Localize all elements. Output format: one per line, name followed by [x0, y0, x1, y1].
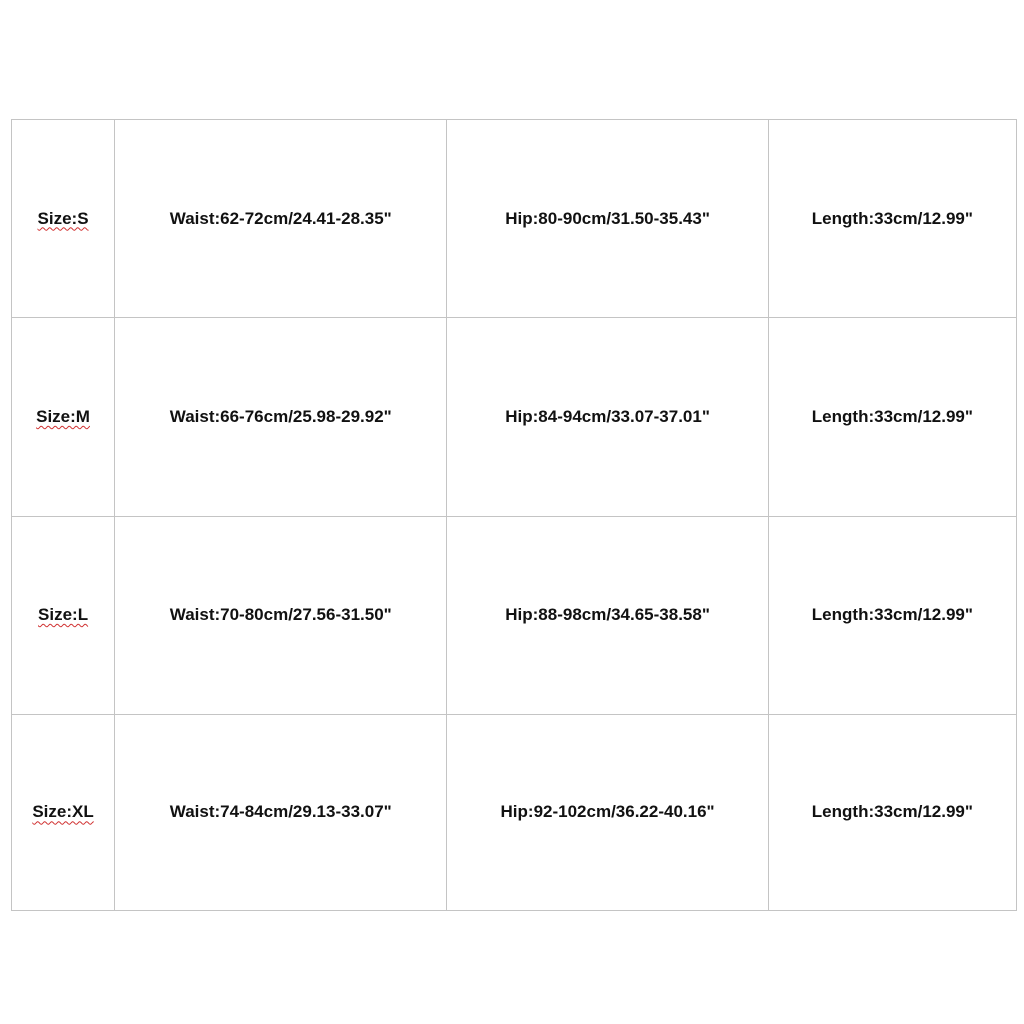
- length-cell: Length:33cm/12.99": [768, 318, 1016, 516]
- length-cell: Length:33cm/12.99": [768, 516, 1016, 714]
- table-row: [12, 714, 1017, 910]
- size-cell: [12, 516, 115, 714]
- size-label: Size:S: [37, 208, 89, 228]
- length-cell: Length:33cm/12.99": [768, 120, 1016, 318]
- waist-cell: Waist:62-72cm/24.41-28.35": [115, 120, 447, 318]
- hip-cell: Hip:88-98cm/34.65-38.58": [447, 516, 768, 714]
- waist-cell: Waist:70-80cm/27.56-31.50": [115, 516, 447, 714]
- waist-cell: Waist:66-76cm/25.98-29.92": [115, 318, 447, 516]
- hip-cell: Hip:84-94cm/33.07-37.01": [447, 318, 768, 516]
- size-chart-table: [11, 119, 1017, 911]
- size-cell: [12, 714, 115, 910]
- table-row: [12, 516, 1017, 714]
- size-label: Size:XL: [32, 802, 94, 822]
- size-cell: [12, 318, 115, 516]
- table-row: [12, 120, 1017, 318]
- waist-cell: Waist:74-84cm/29.13-33.07": [115, 714, 447, 910]
- size-label: Size:L: [38, 605, 89, 625]
- size-cell: [12, 120, 115, 318]
- size-label: Size:M: [36, 406, 90, 426]
- length-cell: Length:33cm/12.99": [768, 714, 1016, 910]
- table-row: [12, 318, 1017, 516]
- hip-cell: Hip:80-90cm/31.50-35.43": [447, 120, 768, 318]
- hip-cell: Hip:92-102cm/36.22-40.16": [447, 714, 768, 910]
